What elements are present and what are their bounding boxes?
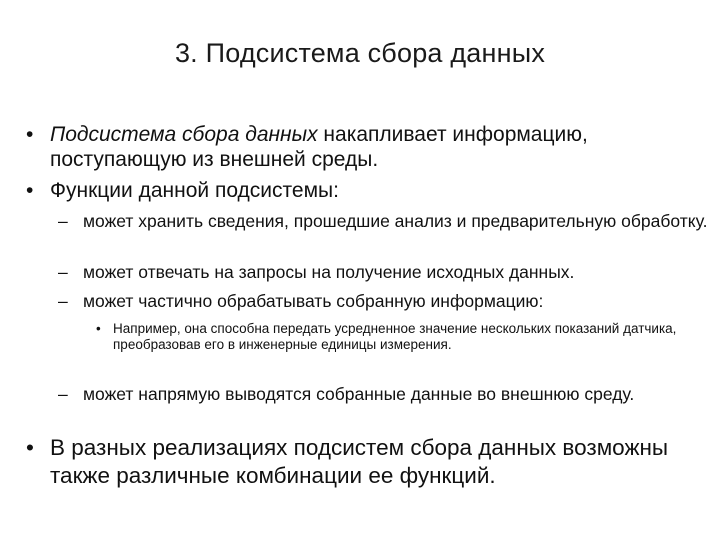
bullet-item	[26, 122, 696, 172]
bullet-marker: •	[26, 179, 34, 202]
bullet-emphasis: Подсистема сбора данных	[50, 123, 318, 146]
dash-marker: –	[58, 262, 68, 282]
sub-item	[58, 291, 708, 312]
bullet-text: В разных реализациях подсистем сбора данных возможны также различные комбинации ее функций.	[50, 435, 669, 488]
bullet-marker: •	[96, 321, 101, 336]
dash-marker: –	[58, 291, 68, 311]
bullet-item	[26, 178, 696, 203]
bullet-item	[26, 434, 716, 490]
sub-item-text: может частично обрабатывать собранную информацию:	[83, 291, 544, 311]
sub-sub-item-text: Например, она способна передать усредненное значение нескольких показаний датчика, преобразовав его в инженерные единицы измерения.	[113, 321, 677, 352]
dash-marker: –	[58, 211, 68, 231]
bullet-text-rest: накапливает информацию, поступающую из внешней среды.	[50, 123, 588, 171]
bullet-marker: •	[26, 123, 34, 146]
sub-sub-item	[96, 321, 686, 353]
sub-item-text: может хранить сведения, прошедшие анализ и предварительную обработку.	[83, 211, 708, 231]
sub-item	[58, 384, 708, 405]
sub-item-text: может напрямую выводятся собранные данные во внешнюю среду.	[83, 384, 635, 404]
sub-item-text: может отвечать на запросы на получение исходных данных.	[83, 262, 575, 282]
slide-title: 3. Подсистема сбора данных	[174, 38, 546, 68]
sub-item	[58, 211, 708, 232]
bullet-marker: •	[26, 435, 34, 460]
sub-item	[58, 262, 708, 283]
dash-marker: –	[58, 384, 68, 404]
bullet-text	[50, 122, 696, 172]
bullet-text: Функции данной подсистемы:	[50, 179, 339, 202]
